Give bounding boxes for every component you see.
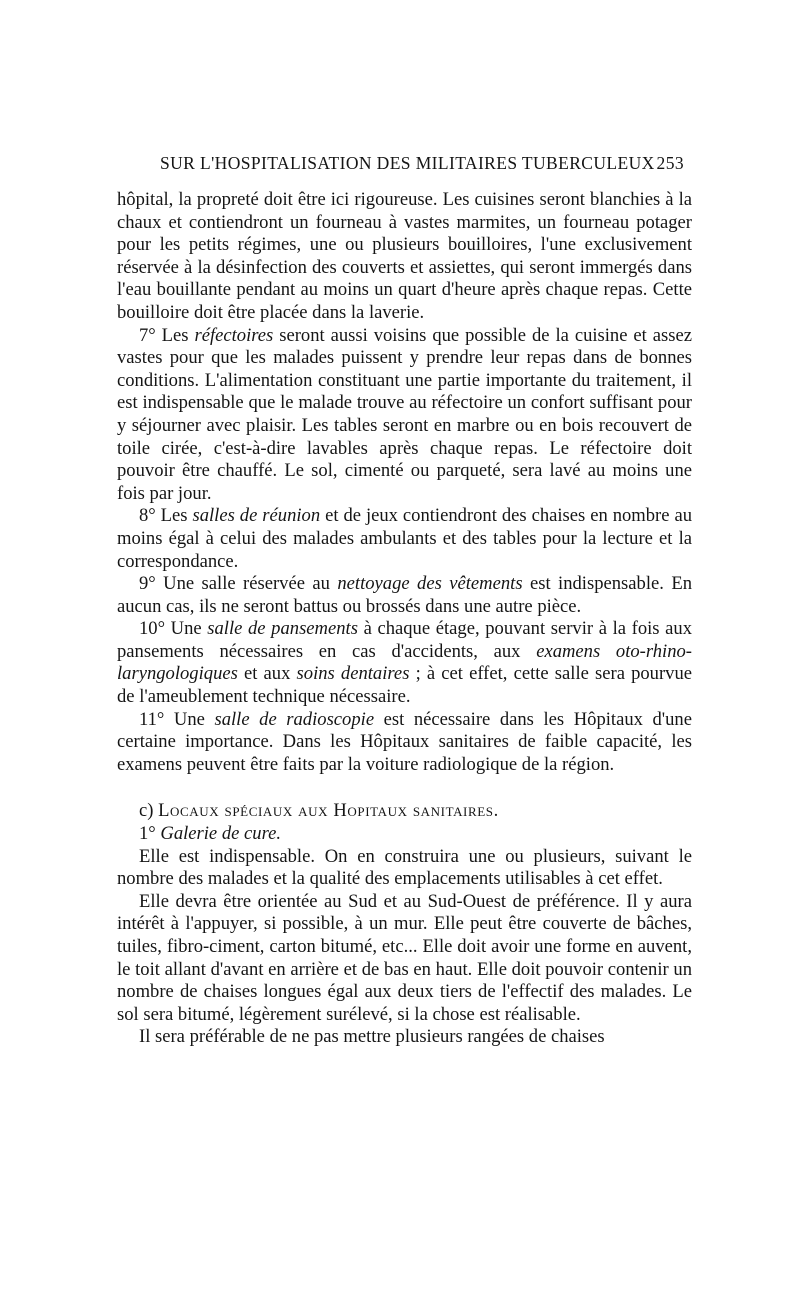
text-run: ; à cet effet, cette salle sera pourvue de l'ameublement technique nécessaire. — [117, 663, 693, 708]
text-run: 8° Les — [139, 505, 193, 527]
text-run: seront aussi voisins que possible de la cuisine et assez vastes pour que les malades puissent y prendre leur repas dans de bonnes conditions. L'alimentation constituant une partie importante du traitement, il est indispensable que le malade trouve au réfectoire un confort suffisant pour y séjourner avec plaisir. Les tables seront en marbre ou en bois recouvert de toile cirée, c'est-à-dire lavables après chaque repas. Le réfectoire doit pouvoir être chauffé. Le sol, cimenté ou parqueté, sera lavé au moins une fois par jour. — [117, 324, 692, 504]
paragraph-salles-de-reunion — [117, 505, 692, 573]
italic-text-run: salles de réunion — [192, 505, 321, 527]
text-run: et aux — [237, 663, 297, 685]
text-run: 7° Les — [139, 324, 195, 346]
text-run: est indispensable. En aucun cas, ils ne seront battus ou brossés dans une autre pièce. — [117, 573, 692, 617]
text-run: 9° Une salle réservée au — [139, 573, 338, 595]
text-run: à chaque étage, pouvant servir à la fois aux pansements nécessaires en cas d'accidents, aux — [117, 618, 692, 662]
text-run: Il sera préférable de ne pas mettre plusieurs rangées de chaises — [139, 1026, 605, 1048]
italic-text-run: salle de pansements — [207, 618, 358, 640]
italic-text-run: Galerie de cure. — [160, 823, 282, 845]
subheading-galerie-de-cure — [117, 823, 692, 846]
running-title: SUR L'HOSPITALISATION DES MILITAIRES TUBERCULEUX — [160, 153, 655, 173]
text-run: est nécessaire dans les Hôpitaux d'une certaine importance. Dans les Hôpitaux sanitaires de faible capacité, les examens peuvent être faits par la voiture radiologique de la région. — [117, 708, 692, 775]
section-gap — [117, 776, 692, 800]
text-run: 1° — [139, 823, 161, 845]
small-caps-text-run: Locaux spéciaux aux Hopitaux sanitaires. — [158, 800, 499, 822]
paragraph-galerie-orientation — [117, 891, 692, 1027]
paragraph-nettoyage — [117, 573, 692, 618]
text-run: c) — [139, 800, 159, 822]
text-run: Elle devra être orientée au Sud et au Sud-Ouest de préférence. Il y aura intérêt à l'appuyer, si possible, à un mur. Elle peut être couverte de bâches, tuiles, fibro-ciment, carton bitumé, etc... Elle doit avoir une forme en auvent, le toit allant d'avant en arrière et de bas en haut. Elle doit pouvoir contenir un nombre de chaises longues égal aux deux tiers de l'effectif des malades. Le sol sera bitumé, légèrement surélevé, si la chose est réalisable. — [117, 890, 692, 1025]
paragraph-rangees-de-chaises — [117, 1026, 692, 1049]
paragraph-radioscopie — [117, 709, 692, 777]
text-run: Elle est indispensable. On en construira une ou plusieurs, suivant le nombre des malades et la qualité des emplacements utilisables à cet effet. — [117, 845, 692, 890]
text-run: 10° Une — [139, 618, 208, 640]
italic-text-run: réfectoires — [194, 324, 274, 346]
italic-text-run: nettoyage des vêtements — [337, 573, 523, 595]
text-run: hôpital, la propreté doit être ici rigoureuse. Les cuisines seront blanchies à la chaux et contiendront un fourneau à vastes marmites, un fourneau potager pour les petits régimes, une ou plusieurs bouilloires, l'une exclusivement réservée à la désinfection des couverts et assiettes, qui seront immergés dans l'eau bouillante pendant au moins un quart d'heure après chaque repas. Cette bouilloire doit être placée dans la laverie. — [117, 189, 692, 323]
text-run: 11° Une — [139, 708, 215, 730]
page-body — [117, 189, 692, 1049]
text-run: et de jeux contiendront des chaises en nombre au moins égal à celui des malades ambulants et des tables pour la lecture et la correspondance. — [117, 505, 693, 572]
paragraph-galerie-indispensable — [117, 846, 692, 891]
section-heading-locaux-speciaux — [117, 800, 692, 823]
italic-text-run: examens oto-rhino-laryngologiques — [117, 640, 693, 685]
paragraph-salle-de-pansements — [117, 618, 692, 708]
page-number: 253 — [656, 153, 684, 173]
paragraph-refectoires — [117, 325, 692, 506]
italic-text-run: salle de radioscopie — [214, 708, 375, 730]
italic-text-run: soins dentaires — [296, 663, 410, 685]
paragraph-kitchen-continued — [117, 189, 692, 325]
